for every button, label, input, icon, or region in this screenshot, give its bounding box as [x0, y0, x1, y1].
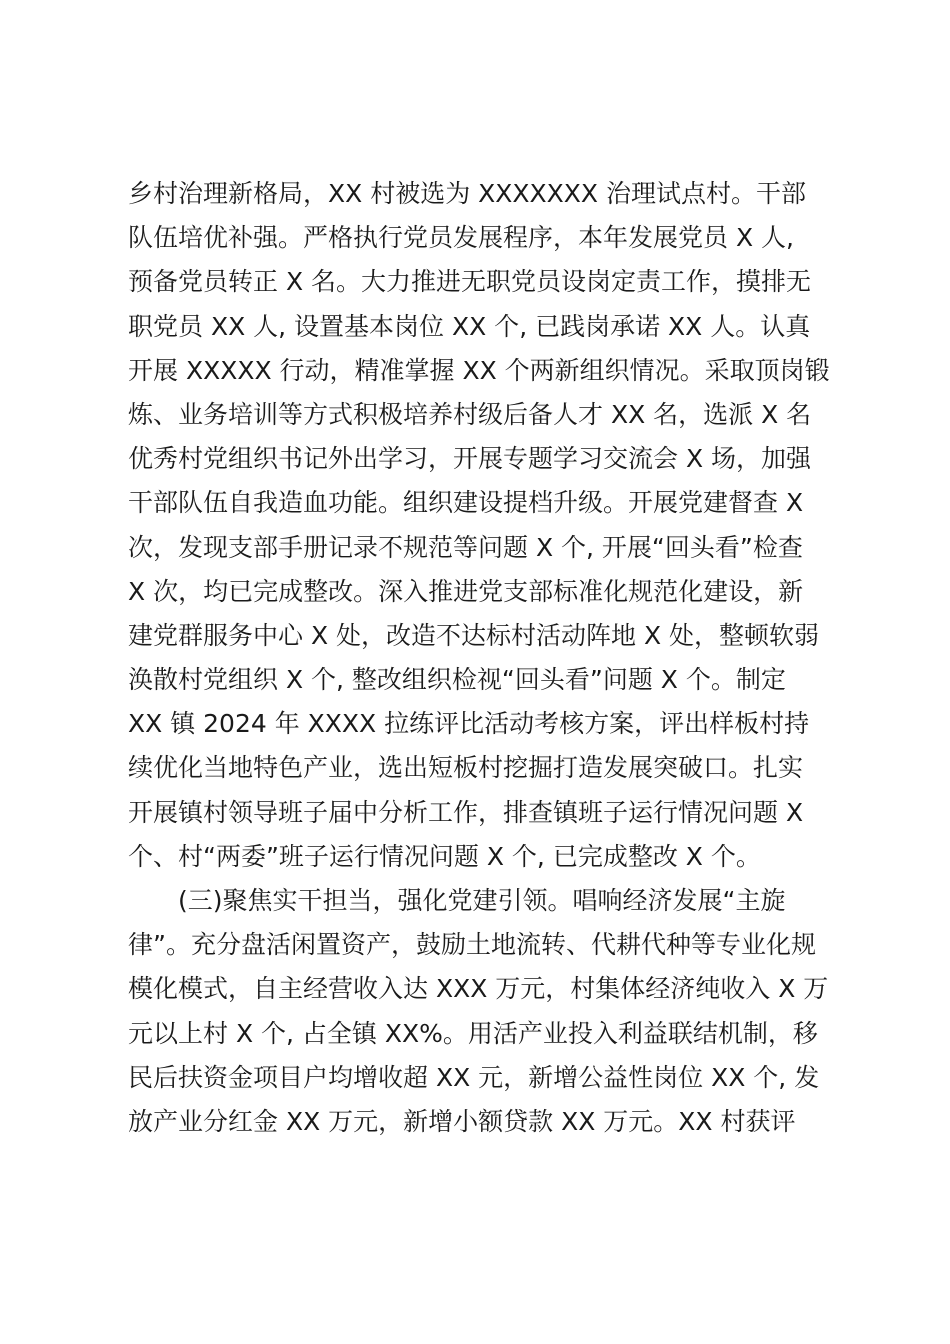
- text-line: 放产业分红金 XX 万元，新增小额贷款 XX 万元。XX 村获评: [128, 1106, 796, 1136]
- body-text: [128, 172, 848, 1144]
- text-line: 续优化当地特色产业，选出短板村挖掘打造发展突破口。扎实: [128, 753, 804, 783]
- text-line: 模化模式，自主经营收入达 XXX 万元，村集体经济纯收入 X 万: [128, 974, 829, 1004]
- text-line: XX 镇 2024 年 XXXX 拉练评比活动考核方案，评出样板村持: [128, 709, 810, 739]
- text-line: 次，发现支部手册记录不规范等问题 X 个, 开展“回头看”检查: [128, 532, 803, 562]
- text-line: 优秀村党组织书记外出学习，开展专题学习交流会 X 场，加强: [128, 444, 812, 474]
- text-line: (三)聚焦实干担当，强化党建引领。唱响经济发展“主旋: [128, 886, 786, 915]
- text-line: 建党群服务中心 X 处，改造不达标村活动阵地 X 处，整顿软弱: [128, 620, 820, 650]
- text-line: 乡村治理新格局，XX 村被选为 XXXXXXX 治理试点村。干部: [128, 179, 806, 208]
- text-line: 个、村“两委”班子运行情况问题 X 个, 已完成整改 X 个。: [128, 841, 761, 871]
- text-line: 开展 XXXXX 行动，精准掌握 XX 个两新组织情况。采取顶岗锻: [128, 355, 830, 385]
- text-line: 干部队伍自我造血功能。组织建设提档升级。开展党建督查 X: [128, 488, 804, 518]
- text-line: 民后扶资金项目户均增收超 XX 元，新增公益性岗位 XX 个, 发: [128, 1062, 820, 1092]
- text-line: 元以上村 X 个, 占全镇 XX%。用活产业投入利益联结机制，移: [128, 1018, 818, 1048]
- text-line: 炼、业务培训等方式积极培养村级后备人才 XX 名，选派 X 名: [128, 399, 812, 429]
- text-line: X 次，均已完成整改。深入推进党支部标准化规范化建设，新: [128, 576, 804, 606]
- text-line: 涣散村党组织 X 个, 整改组织检视“回头看”问题 X 个。制定: [128, 665, 786, 695]
- text-line: 律”。充分盘活闲置资产，鼓励土地流转、代耕代种等专业化规: [128, 930, 816, 960]
- text-line: 预备党员转正 X 名。大力推进无职党员设岗定责工作，摸排无: [128, 267, 812, 297]
- text-line: 开展镇村领导班子届中分析工作，排查镇班子运行情况问题 X: [128, 797, 804, 827]
- text-line: 职党员 XX 人, 设置基本岗位 XX 个, 已践岗承诺 XX 人。认真: [128, 311, 811, 341]
- text-line: 队伍培优补强。严格执行党员发展程序，本年发展党员 X 人,: [128, 223, 794, 253]
